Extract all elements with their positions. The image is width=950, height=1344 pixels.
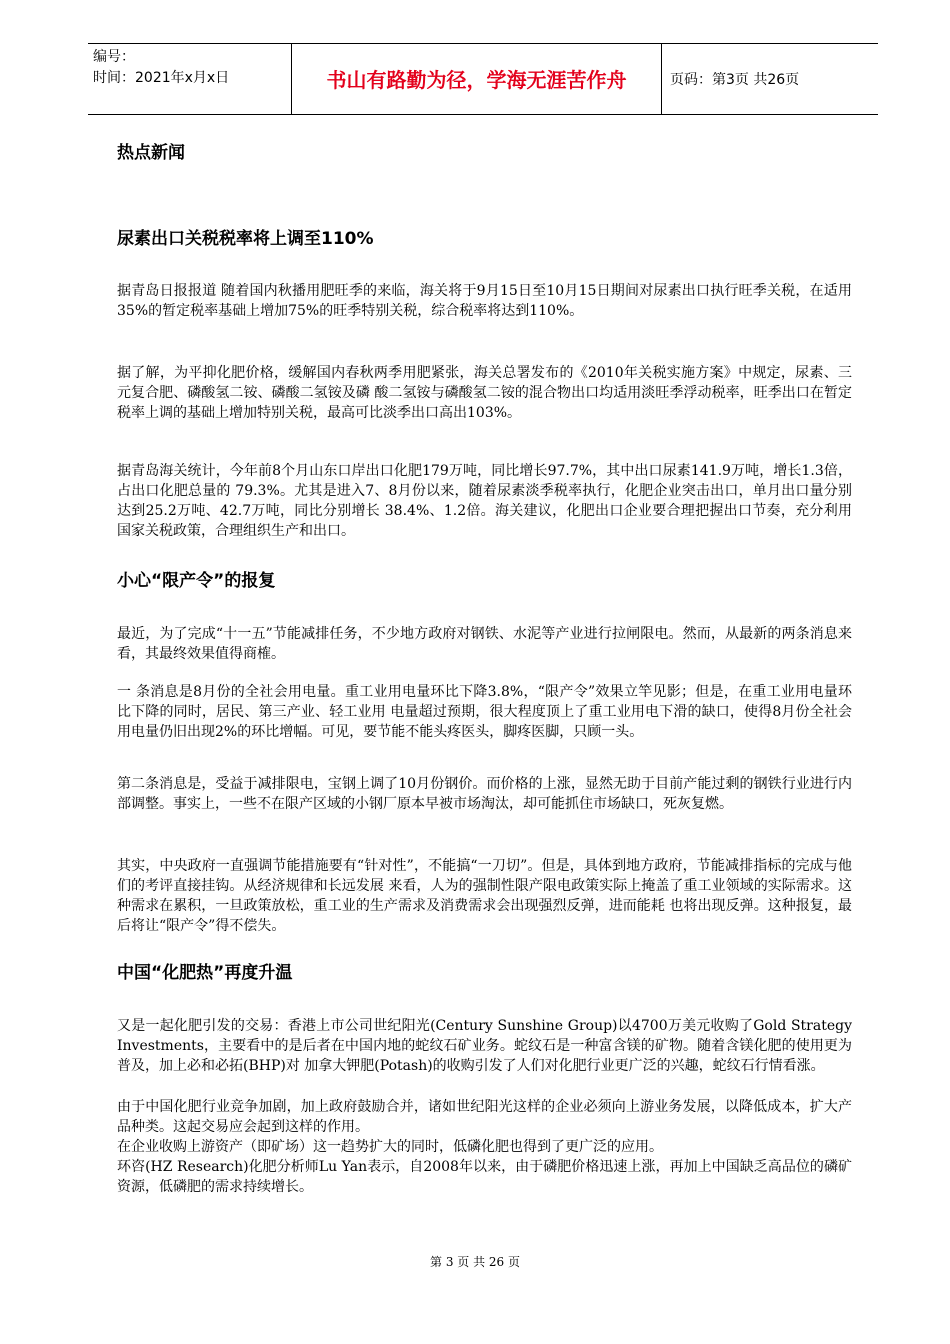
- article-paragraph: 环咨(HZ Research)化肥分析师Lu Yan表示，自2008年以来，由于磷肥价格迅速上涨，再加上中国缺乏高品位的磷矿资源，低磷肥的需求持续增长。: [117, 1159, 852, 1195]
- article-paragraph: 一 条消息是8月份的全社会用电量。重工业用电量环比下降3.8%，“限产令”效果立竿见影；但是，在重工业用电量环比下降的同时，居民、第三产业、轻工业用 电量超过预期，很大程度顶上了重工业用电下滑的缺口，使得8月份全社会用电量仍旧出现2%的环比增幅。可见，要节能不能头疼医头，脚疼医脚，只顾一头。: [117, 684, 852, 740]
- document-number: 编号：: [93, 49, 135, 65]
- article-title: 中国“化肥热”再度升温: [117, 963, 293, 983]
- article-paragraph: 其实，中央政府一直强调节能措施要有“针对性”，不能搞“一刀切”。但是，具体到地方政府，节能减排指标的完成与他们的考评直接挂钩。从经济规律和长远发展 来看，人为的强制性限产限电政策实际上掩盖了重工业领域的实际需求。这种需求在累积，一旦政策放松，重工业的生产需求及消费需求会出现强烈反弹，进而能耗 也将出现反弹。这种报复，最后将让“限产令”得不偿失。: [117, 858, 852, 934]
- header-meta: [93, 47, 293, 89]
- article-title: 小心“限产令”的报复: [117, 571, 276, 591]
- article-paragraph: 据青岛海关统计，今年前8个月山东口岸出口化肥179万吨，同比增长97.7%，其中出口尿素141.9万吨，增长1.3倍，占出口化肥总量的 79.3%。尤其是进入7、8月份以来，随着尿素淡季税率执行，化肥企业突击出口，单月出口量分别达到25.2万吨、42.7万吨，同比分别增长 38.4%、1.2倍。海关建议，化肥出口企业要合理把握出口节奏，充分利用国家关税政策，合理组织生产和出口。: [117, 463, 852, 539]
- page-footer: 第 3 页 共 26 页: [430, 1255, 520, 1269]
- article-paragraph: 第二条消息是，受益于减排限电，宝钢上调了10月份钢价。而价格的上涨，显然无助于目前产能过剩的钢铁行业进行内部调整。事实上，一些不在限产区域的小钢厂原本早被市场淘汰，却可能抓住市场缺口，死灰复燃。: [117, 776, 852, 812]
- section-title: 热点新闻: [117, 143, 185, 163]
- article-paragraph: 最近，为了完成“十一五”节能减排任务，不少地方政府对钢铁、水泥等产业进行拉闸限电。然而，从最新的两条消息来看，其最终效果值得商榷。: [117, 626, 852, 662]
- header-motto: 书山有路勤为径，学海无涯苦作舟: [326, 68, 627, 92]
- article-paragraph: 据青岛日报报道 随着国内秋播用肥旺季的来临，海关将于9月15日至10月15日期间对尿素出口执行旺季关税，在适用35%的暂定税率基础上增加75%的旺季特别关税，综合税率将达到110%。: [117, 283, 852, 319]
- header-divider: [661, 44, 662, 114]
- page-header: [88, 43, 878, 115]
- article-paragraph: 据了解，为平抑化肥价格，缓解国内春秋两季用肥紧张，海关总署发布的《2010年关税实施方案》中规定，尿素、三元复合肥、磷酸氢二铵、磷酸二氢铵及磷 酸二氢铵与磷酸氢二铵的混合物出口均适用淡旺季浮动税率，旺季出口在暂定税率上调的基础上增加特别关税，最高可比淡季出口高出103%。: [117, 365, 852, 421]
- article-paragraph: 由于中国化肥行业竞争加剧，加上政府鼓励合并，诸如世纪阳光这样的企业必须向上游业务发展，以降低成本，扩大产品种类。这起交易应会起到这样的作用。: [117, 1099, 852, 1135]
- header-page-info: 页码：第3页 共26页: [670, 72, 800, 88]
- article-title: 尿素出口关税税率将上调至110%: [117, 229, 374, 249]
- article-paragraph: 在企业收购上游资产（即矿场）这一趋势扩大的同时，低磷化肥也得到了更广泛的应用。: [117, 1139, 663, 1155]
- document-time: 时间：2021年x月x日: [93, 70, 230, 86]
- article-paragraph: 又是一起化肥引发的交易：香港上市公司世纪阳光(Century Sunshine Group)以4700万美元收购了Gold Strategy Investments，主要看中的是后者在中国内地的蛇纹石矿业务。蛇纹石是一种富含镁的矿物。随着含镁化肥的使用更为普及，加上必和必拓(BHP)对 加拿大钾肥(Potash)的收购引发了人们对化肥行业更广泛的兴趣，蛇纹石行情看涨。: [117, 1018, 852, 1074]
